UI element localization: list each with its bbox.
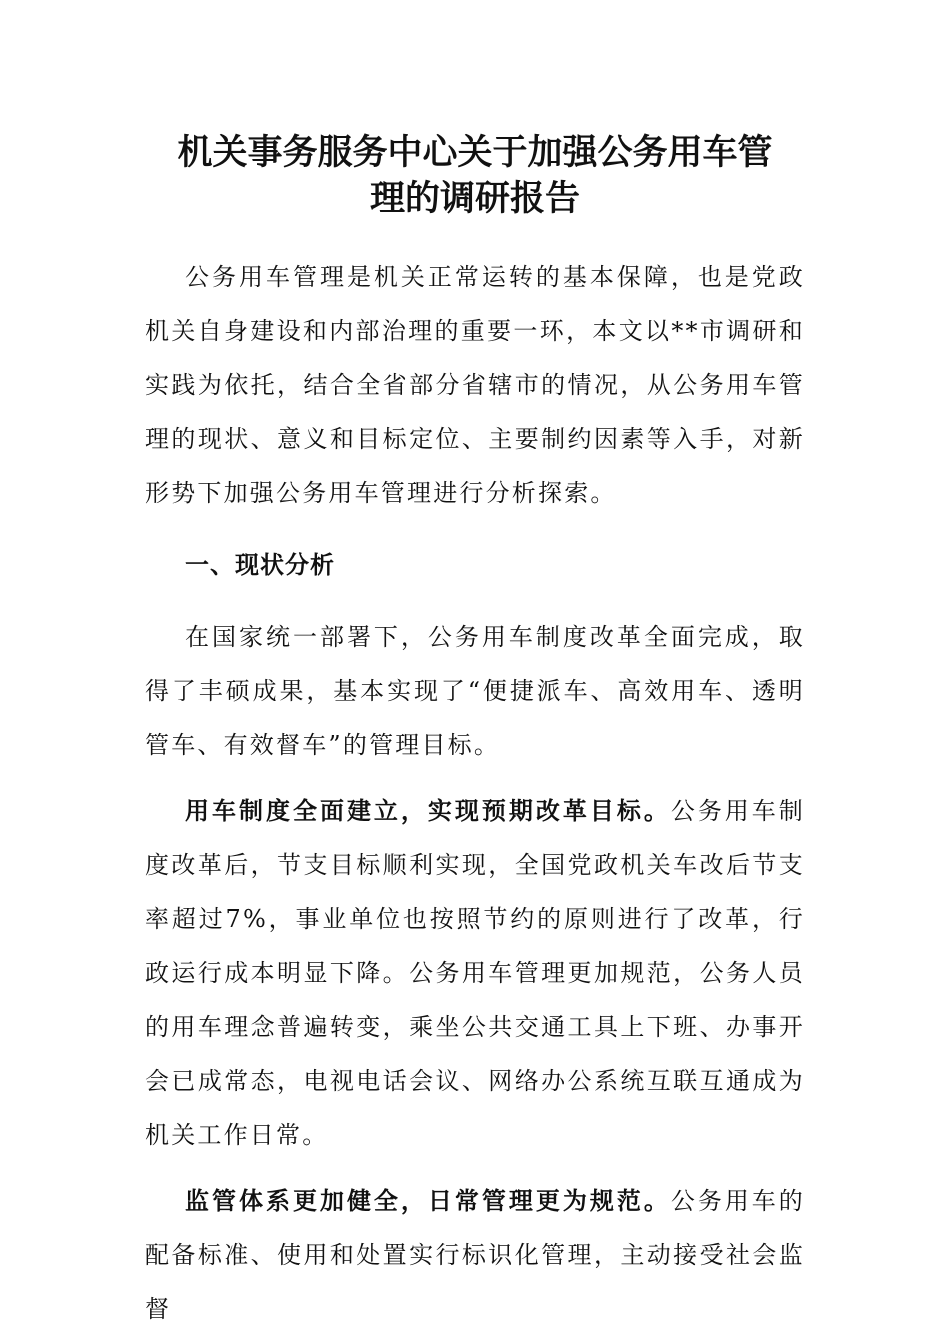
intro-paragraph: 公务用车管理是机关正常运转的基本保障，也是党政机关自身建设和内部治理的重要一环，本文以**市调研和实践为依托，结合全省部分省辖市的情况，从公务用车管理的现状、意义和目标定位、主要制约因素等入手，对新形势下加强公务用车管理进行分析探索。 xyxy=(145,263,805,507)
point-paragraph-1 xyxy=(145,784,805,1162)
point-paragraph-2 xyxy=(145,1174,805,1336)
document-body xyxy=(145,250,805,1336)
point-2-lead: 监管体系更加健全，日常管理更为规范。 xyxy=(185,1186,671,1215)
point-1-text: 公务用车制度改革后，节支目标顺利实现，全国党政机关车改后节支率超过7%，事业单位也按照节约的原则进行了改革，行政运行成本明显下降。公务用车管理更加规范，公务人员的用车理念普遍转变，乘坐公共交通工具上下班、办事开会已成常态，电视电话会议、网络办公系统互联互通成为机关工作日常。 xyxy=(145,797,805,1149)
document-title xyxy=(145,130,805,222)
section-paragraph: 在国家统一部署下，公务用车制度改革全面完成，取得了丰硕成果，基本实现了“便捷派车、高效用车、透明管车、有效督车”的管理目标。 xyxy=(145,623,805,759)
title-line-1: 机关事务服务中心关于加强公务用车管 xyxy=(177,132,773,173)
point-2-text: 公务用车的配备标准、使用和处置实行标识化管理，主动接受社会监督 xyxy=(145,1187,805,1323)
section-heading: 一、现状分析 xyxy=(185,550,335,579)
point-1-lead: 用车制度全面建立，实现预期改革目标。 xyxy=(185,796,671,825)
title-line-2: 理的调研报告 xyxy=(369,178,580,219)
